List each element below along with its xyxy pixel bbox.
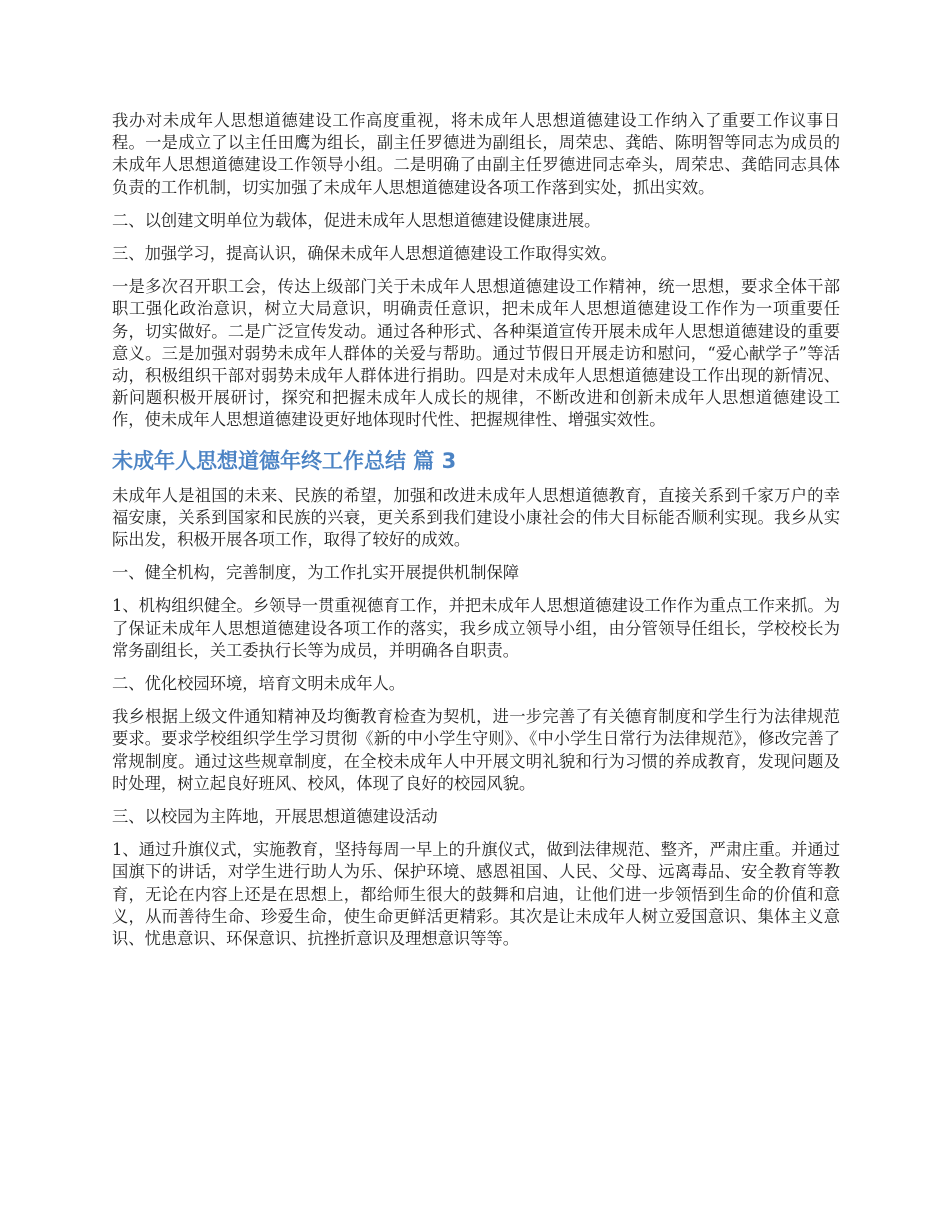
- section-heading-campus-environment: 二、优化校园环境，培育文明未成年人。: [112, 674, 406, 694]
- section-heading-campus-activities: 三、以校园为主阵地，开展思想道德建设活动: [112, 807, 438, 827]
- paragraph-organization: 1、机构组织健全。乡领导一贯重视德育工作，并把未成年人思想道德建设工作作为重点工作来抓。为了保证未成年人思想道德建设各项工作的落实，我乡成立领导小组，由分管领导任组长，学校校长为常务副组长，关工委执行长等为成员，并明确各自职责。: [112, 596, 840, 660]
- section-heading-civilized-unit: 二、以创建文明单位为载体，促进未成年人思想道德建设健康进展。: [112, 210, 601, 230]
- section-heading-institutions: 一、健全机构，完善制度，为工作扎实开展提供机制保障: [112, 563, 520, 583]
- document-page: [112, 110, 840, 961]
- article-heading: 未成年人思想道德年终工作总结 篇 3: [112, 448, 457, 473]
- paragraph-study-measures: 一是多次召开职工会，传达上级部门关于未成年人思想道德建设工作精神，统一思想，要求全体干部职工强化政治意识，树立大局意识，明确责任意识，把未成年人思想道德建设工作作为一项重要任务，切实做好。二是广泛宣传发动。通过各种形式、各种渠道宣传开展未成年人思想道德建设的重要意义。三是加强对弱势未成年人群体的关爱与帮助。通过节假日开展走访和慰问，“爱心献学子”等活动，积极组织干部对弱势未成年人群体进行捐助。四是对未成年人思想道德建设工作出现的新情况、新问题积极开展研讨，探究和把握未成年人成长的规律，不断改进和创新未成年人思想道德建设工作，使未成年人思想道德建设更好地体现时代性、把握规律性、增强实效性。: [112, 277, 840, 430]
- paragraph-leadership-group: 我办对未成年人思想道德建设工作高度重视，将未成年人思想道德建设工作纳入了重要工作议事日程。一是成立了以主任田鹰为组长，副主任罗德进为副组长，周荣忠、龚皓、陈明智等同志为成员的未成年人思想道德建设工作领导小组。二是明确了由副主任罗德进同志牵头，周荣忠、龚皓同志具体负责的工作机制，切实加强了未成年人思想道德建设各项工作落到实处，抓出实效。: [112, 111, 840, 197]
- paragraph-flag-ceremony: 1、通过升旗仪式，实施教育，坚持每周一早上的升旗仪式，做到法律规范、整齐，严肃庄重。并通过国旗下的讲话，对学生进行助人为乐、保护环境、感恩祖国、人民、父母、远离毒品、安全教育等教育，无论在内容上还是在思想上，都给师生很大的鼓舞和启迪，让他们进一步领悟到生命的价值和意义，从而善待生命、珍爱生命，使生命更鲜活更精彩。其次是让未成年人树立爱国意识、集体主义意识、忧患意识、环保意识、抗挫折意识及理想意识等等。: [112, 840, 840, 949]
- section-heading-strengthen-study: 三、加强学习，提高认识，确保未成年人思想道德建设工作取得实效。: [112, 244, 617, 264]
- paragraph-intro: 未成年人是祖国的未来、民族的希望，加强和改进未成年人思想道德教育，直接关系到千家万户的幸福安康，关系到国家和民族的兴衰，更关系到我们建设小康社会的伟大目标能否顺利实现。我乡从实际出发，积极开展各项工作，取得了较好的成效。: [112, 485, 840, 550]
- paragraph-campus-rules: 我乡根据上级文件通知精神及均衡教育检查为契机，进一步完善了有关德育制度和学生行为法律规范要求。要求学校组织学生学习贯彻《新的中小学生守则》、《中小学生日常行为法律规范》，修改完善了常规制度。通过这些规章制度，在全校未成年人中开展文明礼貌和行为习惯的养成教育，发现问题及时处理，树立起良好班风、校风，体现了良好的校园风貌。: [112, 707, 840, 793]
